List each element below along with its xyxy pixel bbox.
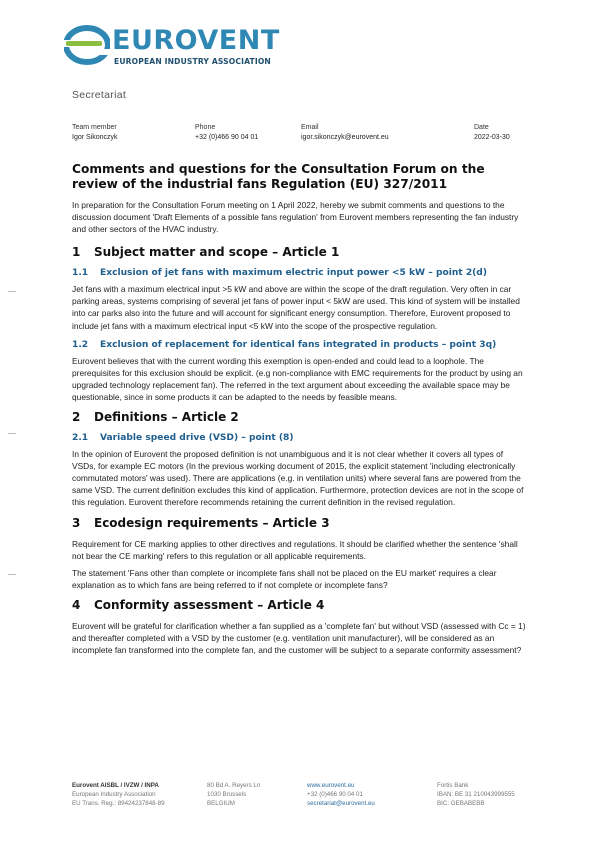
document-body [72,162,527,656]
section-number: 4 [72,597,81,612]
footer-phone: +32 (0)466 90 04 01 [307,791,363,799]
margin-mark [8,574,16,575]
section-heading [72,598,527,613]
subsection-heading [72,339,527,351]
subsection-title: Exclusion of jet fans with maximum electric input power <5 kW – point 2(d) [100,268,487,279]
email-block [301,123,389,143]
eurovent-logo [64,24,280,68]
footer-org [72,781,165,809]
phone-value: +32 (0)466 90 04 01 [195,134,259,141]
subsection-title: Variable speed drive (VSD) – point (8) [100,433,294,444]
team-member-block [72,123,118,143]
footer-org-sub: European Industry Association [72,791,156,799]
team-member-label: Team member [72,124,117,131]
subsection-number: 2.1 [72,433,89,444]
subsection-heading [72,267,527,279]
footer-bank-name: Fortis Bank [437,782,469,789]
subsection-number: 1.1 [72,268,89,279]
footer-iban: IBAN: BE 31 210043999555 [437,791,515,799]
footer-contact [307,781,375,809]
footer-address-line: 1030 Brussels [207,791,247,799]
footer-address [207,781,260,809]
footer-address-line: 80 Bd A. Reyers Ln [207,782,261,789]
date-label: Date [474,124,489,131]
section-heading [72,245,527,260]
section-number: 2 [72,410,81,425]
footer-email-link[interactable]: secretariat@eurovent.eu [307,800,375,808]
footer-bic: BIC: GEBABEBB [437,800,485,808]
intro-paragraph: In preparation for the Consultation Forum meeting on 1 April 2022, hereby we submit comments and questions to the discussion document 'Draft Elements of a possible fans regulation' from Eurovent members representing the fan industry and other sectors of the HVAC industry. [72,200,519,235]
section-number: 1 [72,245,81,260]
section-paragraph: The statement 'Fans other than complete or incomplete fans shall not be placed on the EU market' requires a clear explanation as to which fans are being referred to if not complete or incomplete fans? [72,567,497,590]
section-heading [72,410,527,425]
section-number: 3 [72,515,81,530]
team-member-value: Igor Sikonczyk [72,134,118,141]
footer-address-line: BELGIUM [207,800,235,808]
footer-bank [437,781,515,809]
subsection-number: 1.2 [72,339,89,350]
section-paragraph: Requirement for CE marking applies to other directives and regulations. It should be clarified whether the sentence 'shall not bear the CE marking' refers to this regulation or all applicable requirements. [72,538,518,561]
margin-mark [8,433,16,434]
subsection-title: Exclusion of replacement for identical fans integrated in products – point 3q) [100,339,497,350]
logo-wordmark: EUROVENT [112,25,280,56]
section-heading [72,516,527,531]
date-block [474,123,510,143]
email-label: Email [301,124,319,131]
footer-org-name: Eurovent AISBL / IVZW / INPA [72,782,159,789]
date-value: 2022-03-30 [474,134,510,141]
phone-label: Phone [195,124,216,131]
phone-block [195,123,258,143]
email-value[interactable]: igor.sikonczyk@eurovent.eu [301,134,389,141]
department-label: Secretariat [72,89,127,101]
section-title: Definitions – Article 2 [94,410,239,425]
footer-vat: EU Trans. Reg.: 89424237848-89 [72,800,165,808]
section-title: Ecodesign requirements – Article 3 [94,515,330,530]
section-paragraph: Eurovent will be grateful for clarification whether a fan supplied as a 'complete fan' but without VSD (assessed with Cc = 1) and thereafter completed with a VSD by the customer (e.g. ventilation unit manufacturer), will be considered as an incomplete fan transformed into the complete fan, and the customer will be subject to a separate conformity assessment? [72,620,526,656]
logo-tagline: EUROPEAN INDUSTRY ASSOCIATION [114,57,271,66]
subsection-heading [72,432,527,444]
eurovent-logo-mark-icon [64,25,110,65]
section-title: Subject matter and scope – Article 1 [94,245,340,260]
subsection-paragraph: In the opinion of Eurovent the proposed definition is not unambiguous and it is not clear whether it covers all types of VSDs, for example EC motors (In the previous working document of 2015, the explicit statement 'including electronically commutated motors' was used). There are applications (e.g. in ventilation units) where several fans are powered from the same VSD. The current definition excludes this kind of application. Furthermore, protection devices are not in the scope of this regulation. Eurovent therefore recommends retaining the current definition in the revised regulation. [72,449,524,508]
document-title: Comments and questions for the Consultation Forum on the review of the industrial fans Regulation (EU) 327/2011 [72,162,485,191]
subsection-paragraph: Jet fans with a maximum electrical input >5 kW and above are within the scope of the draft regulation. Very often in car parking areas, systems comprising of several jet fans of power input < 5kW are used. This kind of system will be installed into car parks also into the future and will account for significant energy consumption. Therefore, Eurovent proposed to include jet fans with a maximum electrical input <5 kW into the scope of the prospective regulation. [72,284,520,331]
footer-website-link[interactable]: www.eurovent.eu [307,782,355,789]
subsection-paragraph: Eurovent believes that with the current wording this exemption is open-ended and could lead to a loophole. The prerequisites for this exclusion should be explicit. (e.g non-compliance with EMC requirements for the product by using an upgraded technology replacement fan). The referred in the text argument about exceeding the available space may be questionable, since in some products it can be adapted to the needs by feasible means. [72,355,523,402]
margin-mark [8,291,16,292]
section-title: Conformity assessment – Article 4 [94,597,325,612]
